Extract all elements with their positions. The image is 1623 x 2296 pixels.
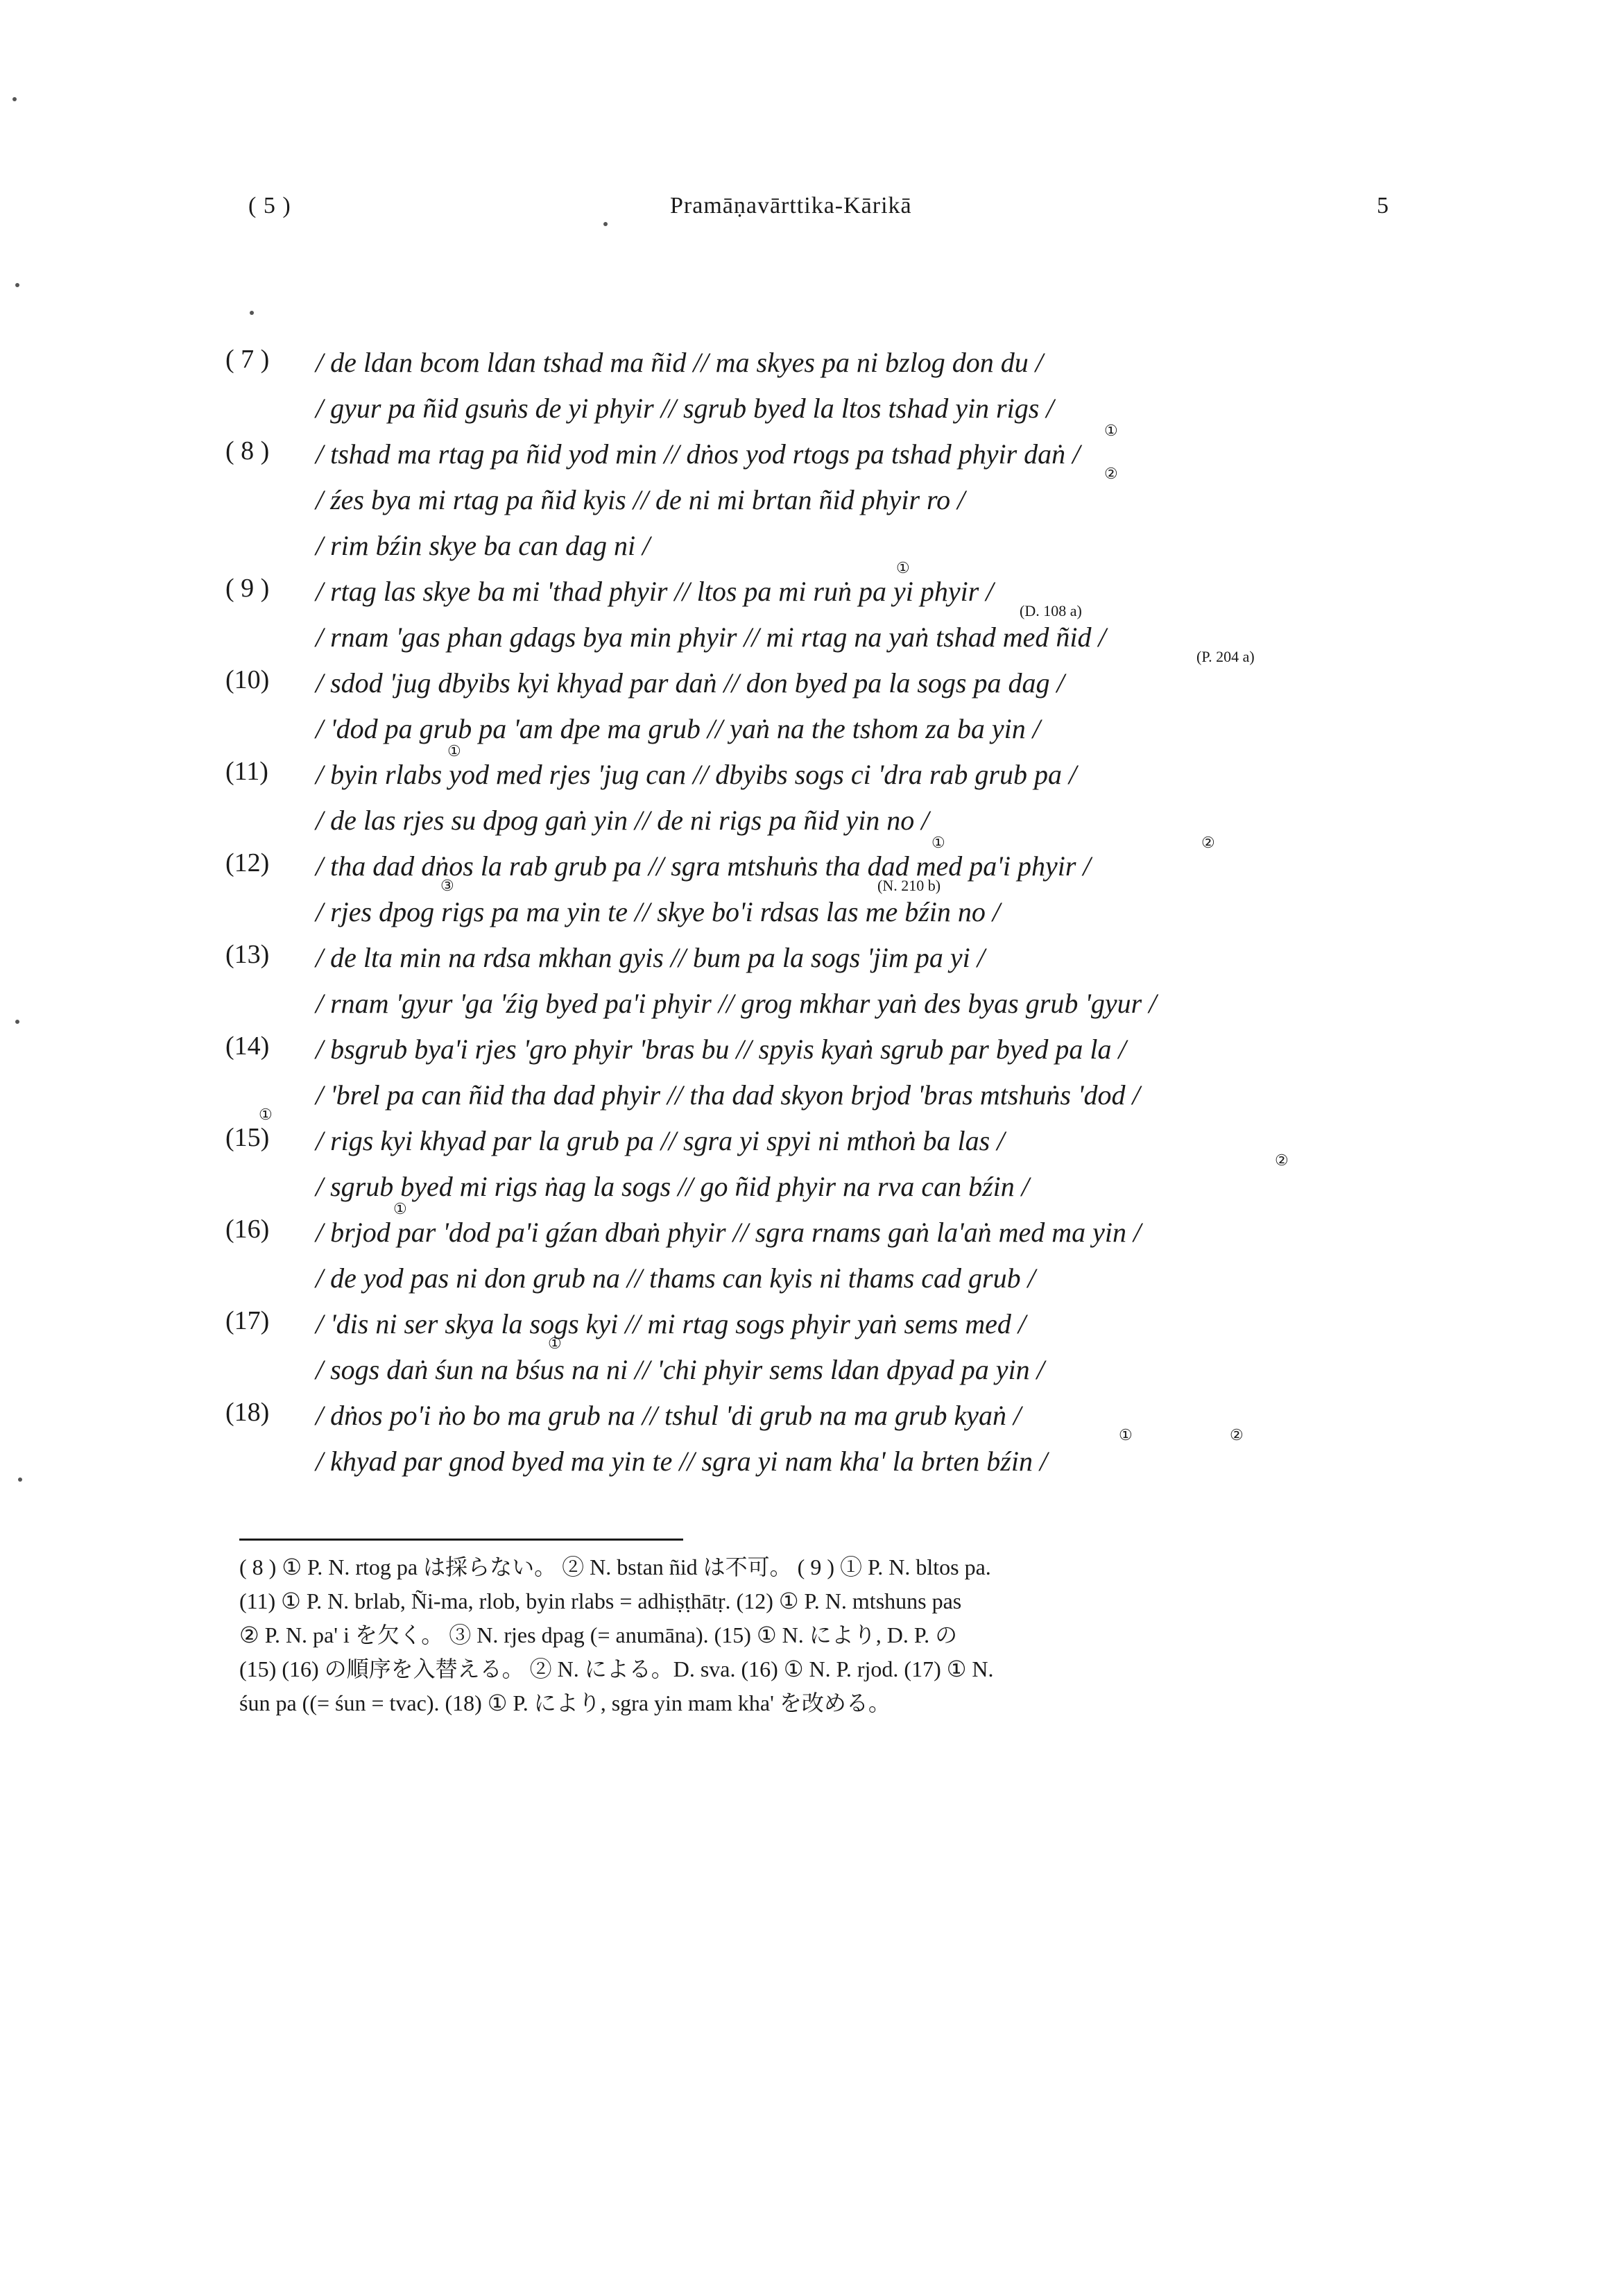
verse-line: / bsgrub bya'i rjes 'gro phyir 'bras bu // spyis kyaṅ sgrub par byed pa la / [316, 1034, 1126, 1065]
verse-line [316, 559, 1474, 619]
verse-9 [225, 559, 1474, 665]
footnote-line: (11) ① P. N. brlab, Ñi-ma, rlob, byin rlabs = adhiṣṭhātṛ. (12) ① P. N. mtshuns pas [239, 1588, 962, 1613]
verse-number [225, 1106, 316, 1210]
verse-line: / de ldan bcom ldan tshad ma ñid // ma skyes pa ni bzlog don du / [316, 347, 1043, 378]
verse-8 [225, 422, 1474, 569]
footnote-mark: ① [548, 1335, 562, 1352]
verse-line [316, 742, 1474, 798]
verse-line: / rim bźin skye ba can dag ni / [316, 530, 651, 561]
footnote-mark: ② [1230, 1426, 1244, 1443]
verse-line-text: / rnam 'gas phan gdags bya min phyir // mi rtag na yaṅ tshad med ñid / [316, 622, 1106, 653]
folio-reference: (P. 204 a) [1196, 648, 1255, 665]
verse-line: / de yod pas ni don grub na // thams can kyis ni thams cad grub / [316, 1262, 1036, 1294]
footnote-mark: ① [1119, 1426, 1133, 1443]
verse-line: / de las rjes su dpog gaṅ yin // de ni rigs pa ñid yin no / [316, 805, 929, 836]
verse-number: ( 7 ) [225, 345, 270, 374]
verse-line [316, 1118, 1474, 1169]
verse-number: (13) [225, 940, 270, 969]
footnote-mark: ② [1275, 1151, 1289, 1169]
verse-line [316, 1301, 1474, 1352]
footnote-rule [239, 1539, 683, 1541]
verse-line [316, 422, 1474, 482]
verse-line [316, 834, 1474, 894]
verse-16 [225, 1200, 1474, 1301]
verse-line-text: / brjod par 'dod pa'i gźan dbaṅ phyir // sgra rnams gaṅ la'aṅ med ma yin / [316, 1217, 1142, 1248]
verse-block [225, 340, 1474, 1484]
verse-number: (18) [225, 1398, 270, 1427]
footnote-mark: ① [896, 559, 910, 576]
verse-number: ( 9 ) [225, 574, 270, 603]
footnote-mark: ① [447, 742, 461, 760]
footnote-mark: ② [1201, 834, 1215, 851]
verse-line-text: / rtag las skye ba mi 'thad phyir // ltos pa mi ruṅ pa yi phyir / [316, 576, 994, 607]
footnote-mark: ① [1104, 422, 1118, 439]
verse-line-text: / 'dis ni ser skya la sogs kyi // mi rtag sogs phyir yaṅ sems med / [316, 1308, 1027, 1339]
verse-number: (12) [225, 848, 270, 877]
folio-reference: (D. 108 a) [1020, 602, 1082, 619]
verse-line-text: / dṅos po'i ṅo bo ma grub na // tshul 'di grub na ma grub kyaṅ / [316, 1400, 1022, 1431]
verse-line: / źes bya mi rtag pa ñid kyis // de ni mi brtan ñid phyir ro / [316, 484, 965, 515]
verse-line: / rjes dpog rigs pa ma yin te // skye bo'i rdsas las me bźin no / [316, 896, 1001, 927]
verse-line: / rnam 'gyur 'ga 'źig byed pa'i phyir // grog mkhar yaṅ des byas grub 'gyur / [316, 988, 1157, 1019]
verse-12 [225, 834, 1474, 935]
verse-14 [225, 1027, 1474, 1118]
verse-line: / sgrub byed mi rigs ṅag la sogs // go ñid phyir na rva can bźin / [316, 1171, 1029, 1202]
footnote-mark: ① [393, 1200, 407, 1217]
page-header-section-number: ( 5 ) [248, 193, 291, 219]
verse-number: (17) [225, 1306, 270, 1335]
verse-line: / de lta min na rdsa mkhan gyis // bum pa la sogs 'jim pa yi / [316, 942, 985, 973]
verse-line-text: / rigs kyi khyad par la grub pa // sgra yi spyi ni mthoṅ ba las / [316, 1125, 1005, 1156]
footnotes [239, 1550, 1439, 1720]
verse-line [316, 1200, 1474, 1256]
scan-speck [15, 283, 19, 287]
scan-speck [250, 311, 254, 315]
verse-line: / sogs daṅ śun na bśus na ni // 'chi phyir sems ldan dpyad pa yin / [316, 1354, 1045, 1385]
verse-11 [225, 742, 1474, 843]
verse-number-text: (15) [225, 1123, 270, 1152]
verse-line [316, 1393, 1474, 1443]
verse-18 [225, 1393, 1474, 1484]
footnote-line: ( 8 ) ① P. N. rtog pa は採らない。 ② N. bstan ñid は不可。 ( 9 ) ① P. N. bltos pa. [239, 1554, 991, 1579]
footnote-line: śun pa ((= śun = tvac). (18) ① P. により, sgra yin mam kha' を改める。 [239, 1690, 891, 1715]
footnote-mark: ② [1104, 465, 1118, 482]
verse-15 [225, 1106, 1474, 1210]
verse-10 [225, 660, 1474, 752]
page-number: 5 [1377, 193, 1389, 219]
verse-number: (16) [225, 1215, 270, 1244]
verse-line: / gyur pa ñid gsuṅs de yi phyir // sgrub byed la ltos tshad yin rigs / [316, 393, 1054, 424]
page-header-title: Pramāṇavārttika-Kārikā [670, 193, 912, 219]
verse-line: / khyad par gnod byed ma yin te // sgra yi nam kha' la brten bźin / [316, 1446, 1048, 1477]
folio-reference: (N. 210 b) [877, 877, 941, 894]
verse-line [316, 615, 1474, 665]
verse-number: (14) [225, 1031, 270, 1061]
footnote-mark: ③ [440, 877, 454, 894]
scan-speck [603, 222, 608, 226]
verse-line-text: / tha dad dṅos la rab grub pa // sgra mtshuṅs tha dad med pa'i phyir / [316, 850, 1091, 882]
verse-line: / sdod 'jug dbyibs kyi khyad par daṅ // don byed pa la sogs pa dag / [316, 667, 1065, 699]
footnote-line: ② P. N. pa' i を欠く。 ③ N. rjes dpag (= anumāna). (15) ① N. により, D. P. の [239, 1622, 958, 1647]
footnote-mark: ① [931, 834, 945, 851]
verse-line-text: / tshad ma rtag pa ñid yod min // dṅos yod rtogs pa tshad phyir daṅ / [316, 438, 1081, 470]
verse-number: (11) [225, 757, 268, 786]
verse-17 [225, 1301, 1474, 1393]
scan-speck [12, 97, 17, 101]
verse-number: ( 8 ) [225, 436, 270, 465]
verse-line-text: / byin rlabs yod med rjes 'jug can // dbyibs sogs ci 'dra rab grub pa / [316, 759, 1077, 790]
scan-speck [18, 1477, 22, 1482]
footnote-mark: ① [259, 1106, 273, 1123]
verse-line: / 'brel pa can ñid tha dad phyir // tha dad skyon brjod 'bras mtshuṅs 'dod / [316, 1079, 1140, 1111]
verse-number: (10) [225, 665, 270, 694]
verse-13 [225, 935, 1474, 1027]
footnote-line: (15) (16) の順序を入替える。 ② N. による。D. sva. (16) ① N. P. rjod. (17) ① N. [239, 1656, 994, 1681]
verse-line: / 'dod pa grub pa 'am dpe ma grub // yaṅ na the tshom za ba yin / [316, 713, 1040, 744]
scan-speck [15, 1020, 19, 1024]
verse-7 [225, 340, 1474, 431]
